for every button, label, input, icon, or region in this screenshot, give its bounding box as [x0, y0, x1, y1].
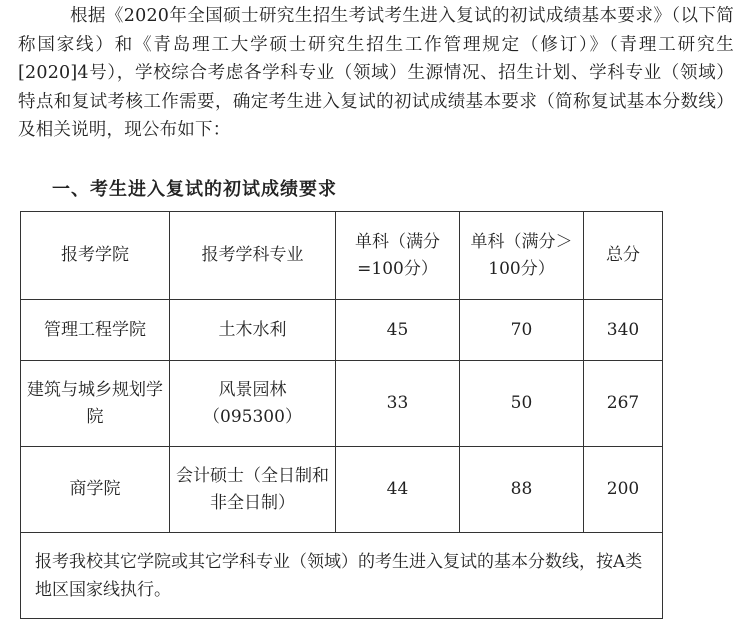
cell-total: 200	[584, 447, 663, 533]
cell-total: 267	[584, 361, 663, 447]
cell-college: 商学院	[21, 447, 170, 533]
cell-single-100: 45	[336, 300, 460, 361]
section-heading: 一、考生进入复试的初试成绩要求	[52, 179, 337, 200]
cell-major: 风景园林（095300）	[170, 361, 336, 447]
score-table	[20, 211, 663, 619]
cell-single-over100: 50	[460, 361, 584, 447]
header-single-over100: 单科（满分＞100分）	[460, 212, 584, 300]
table-row	[21, 361, 663, 447]
cell-single-over100: 88	[460, 447, 584, 533]
table-note-row	[21, 533, 663, 619]
header-total: 总分	[584, 212, 663, 300]
cell-major: 会计硕士（全日制和非全日制）	[170, 447, 336, 533]
cell-single-100: 44	[336, 447, 460, 533]
table-row	[21, 447, 663, 533]
cell-total: 340	[584, 300, 663, 361]
header-college: 报考学院	[21, 212, 170, 300]
cell-major: 土木水利	[170, 300, 336, 361]
cell-single-over100: 70	[460, 300, 584, 361]
table-header-row	[21, 212, 663, 300]
table-row	[21, 300, 663, 361]
cell-single-100: 33	[336, 361, 460, 447]
cell-college: 建筑与城乡规划学院	[21, 361, 170, 447]
header-major: 报考学科专业	[170, 212, 336, 300]
header-single-100: 单科（满分=100分）	[336, 212, 460, 300]
intro-section	[18, 2, 734, 145]
cell-college: 管理工程学院	[21, 300, 170, 361]
intro-paragraph: 根据《2020年全国硕士研究生招生考试考生进入复试的初试成绩基本要求》（以下简称国家线）和《青岛理工大学硕士研究生招生工作管理规定（修订）》（青理工研究生[2020]4号），学校综合考虑各学科专业（领域）生源情况、招生计划、学科专业（领域）特点和复试考核工作需要，确定考生进入复试的初试成绩基本要求（简称复试基本分数线）及相关说明，现公布如下：	[18, 6, 734, 140]
table-note: 报考我校其它学院或其它学科专业（领域）的考生进入复试的基本分数线，按A类地区国家线执行。	[21, 533, 663, 619]
